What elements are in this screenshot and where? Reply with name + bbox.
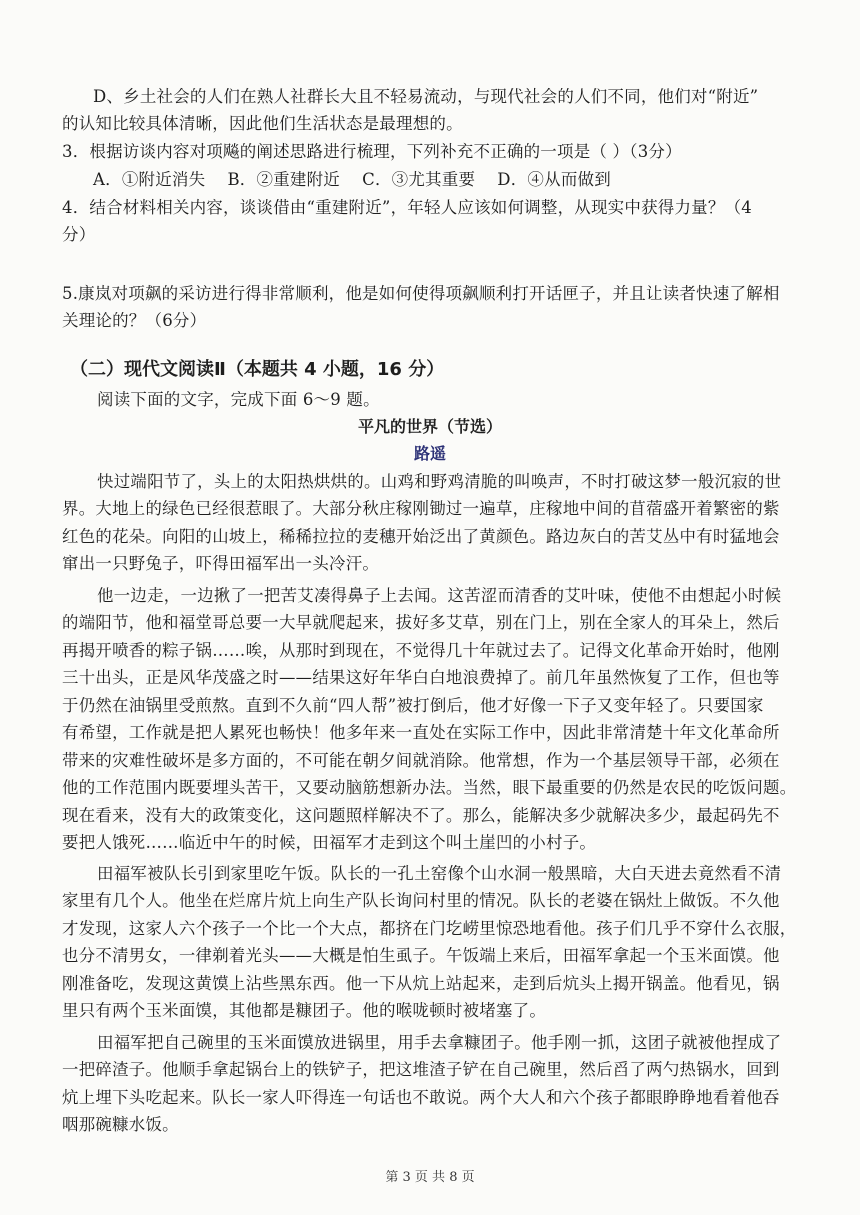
page-footer: 第 3 页 共 8 页 <box>385 1170 475 1185</box>
p3-line-3: 才发现，这家人六个孩子一个比一个大点，都挤在门圪崂里惊恐地看他。孩子们几乎不穿什么衣服， <box>62 919 797 938</box>
p2-line-2: 的端阳节，他和福堂哥总要一大早就爬起来，拔好多艾草，别在门上，别在全家人的耳朵上，然后 <box>62 613 780 632</box>
p3-line-5: 刚准备吃，发现这黄馍上沾些黑东西。他一下从炕上站起来，走到后炕头上揭开锅盖。他看见，锅 <box>62 974 780 993</box>
p3-line-2: 家里有几个人。他坐在烂席片炕上向生产队长询问村里的情况。队长的老婆在锅灶上做饭。不久他 <box>62 891 780 910</box>
p2-line-4: 三十出头，正是风华茂盛之时——结果这好年华白白地浪费掉了。前几年虽然恢复了工作，但也等 <box>62 668 780 687</box>
p2-line-1: 他一边走，一边揪了一把苦艾凑得鼻子上去闻。这苦涩而清香的艾叶味，使他不由想起小时候 <box>97 586 782 605</box>
p2-line-10: 要把人饿死……临近中午的时候，田福军才走到这个叫土崖凹的小村子。 <box>62 833 597 852</box>
passage-title: 平凡的世界（节选） <box>357 417 502 436</box>
p2-line-8: 他的工作范围内既要埋头苦干，又要动脑筋想新办法。当然，眼下最重要的仍然是农民的吃饭问题。 <box>62 778 797 797</box>
p2-line-3: 再揭开喷香的粽子锅……唉，从那时到现在，不觉得几十年就过去了。记得文化革命开始时，他刚 <box>62 641 780 660</box>
p1-line-1: 快过端阳节了，头上的太阳热烘烘的。山鸡和野鸡清脆的叫唤声，不时打破这梦一般沉寂的世 <box>97 472 782 491</box>
section-heading: （二）现代文阅读Ⅱ（本题共 4 小题，16 分） <box>70 359 445 380</box>
question-3: 3．根据访谈内容对项飚的阐述思路进行梳理，下列补充不正确的一项是（ ）（3分） <box>62 142 682 161</box>
p4-line-4: 咽那碗糠水饭。 <box>62 1115 179 1134</box>
question-5-line-1: 5.康岚对项飙的采访进行得非常顺利，他是如何使得项飙顺利打开话匣子，并且让读者快速了解相 <box>62 284 780 303</box>
p3-line-1: 田福军被队长引到家里吃午饭。队长的一孔土窑像个山水洞一般黑暗，大白天进去竟然看不清 <box>97 864 782 883</box>
p4-line-1: 田福军把自己碗里的玉米面馍放进锅里，用手去拿糠团子。他手刚一抓，这团子就被他捏成了 <box>97 1033 782 1052</box>
p4-line-3: 炕上埋下头吃起来。队长一家人吓得连一句话也不敢说。两个大人和六个孩子都眼睁睁地看着他吞 <box>62 1088 780 1107</box>
p1-line-4: 窜出一只野兔子，吓得田福军出一头冷汗。 <box>62 554 380 573</box>
p3-line-6: 里只有两个玉米面馍，其他都是糠团子。他的喉咙顿时被堵塞了。 <box>62 1001 547 1020</box>
section-instruction: 阅读下面的文字，完成下面 6～9 题。 <box>97 390 380 409</box>
question-4-line-2: 分） <box>62 225 96 244</box>
p2-line-9: 现在看来，没有大的政策变化，这问题照样解决不了。那么，能解决多少就解决多少，最起码先不 <box>62 806 780 825</box>
p1-line-3: 红色的花朵。向阳的山坡上，稀稀拉拉的麦穗开始泛出了黄颜色。路边灰白的苦艾丛中有时猛地会 <box>62 527 780 546</box>
p4-line-2: 一把碎渣子。他顺手拿起锅台上的铁铲子，把这堆渣子铲在自己碗里，然后舀了两勺热锅水，回到 <box>62 1060 780 1079</box>
p1-line-2: 界。大地上的绿色已经很惹眼了。大部分秋庄稼刚锄过一遍草，庄稼地中间的苜蓿盛开着繁密的紫 <box>62 499 780 518</box>
question-4-line-1: 4．结合材料相关内容，谈谈借由“重建附近”，年轻人应该如何调整，从现实中获得力量？（4 <box>62 198 752 217</box>
p2-line-7: 带来的灾难性破坏是多方面的，不可能在朝夕间就消除。他常想，作为一个基层领导干部，必须在 <box>62 751 780 770</box>
p2-line-6: 有希望，工作就是把人累死也畅快！他多年来一直处在实际工作中，因此非常清楚十年文化革命所 <box>62 723 780 742</box>
p3-line-4: 也分不清男女，一律剃着光头——大概是怕生虱子。午饭端上来后，田福军拿起一个玉米面馍。他 <box>62 946 780 965</box>
option-d-line-1: D、乡土社会的人们在熟人社群长大且不轻易流动，与现代社会的人们不同，他们对“附近” <box>93 87 759 106</box>
passage-author: 路遥 <box>413 444 446 463</box>
question-3-options: A．①附近消失 B．②重建附近 C．③尤其重要 D．④从而做到 <box>93 170 611 189</box>
option-d-line-2: 的认知比较具体清晰，因此他们生活状态是最理想的。 <box>62 114 463 133</box>
p2-line-5: 于仍然在油锅里受煎熬。直到不久前“四人帮”被打倒后，他才好像一下子又变年轻了。只要国家 <box>62 696 764 715</box>
question-5-line-2: 关理论的？（6分） <box>62 311 207 330</box>
